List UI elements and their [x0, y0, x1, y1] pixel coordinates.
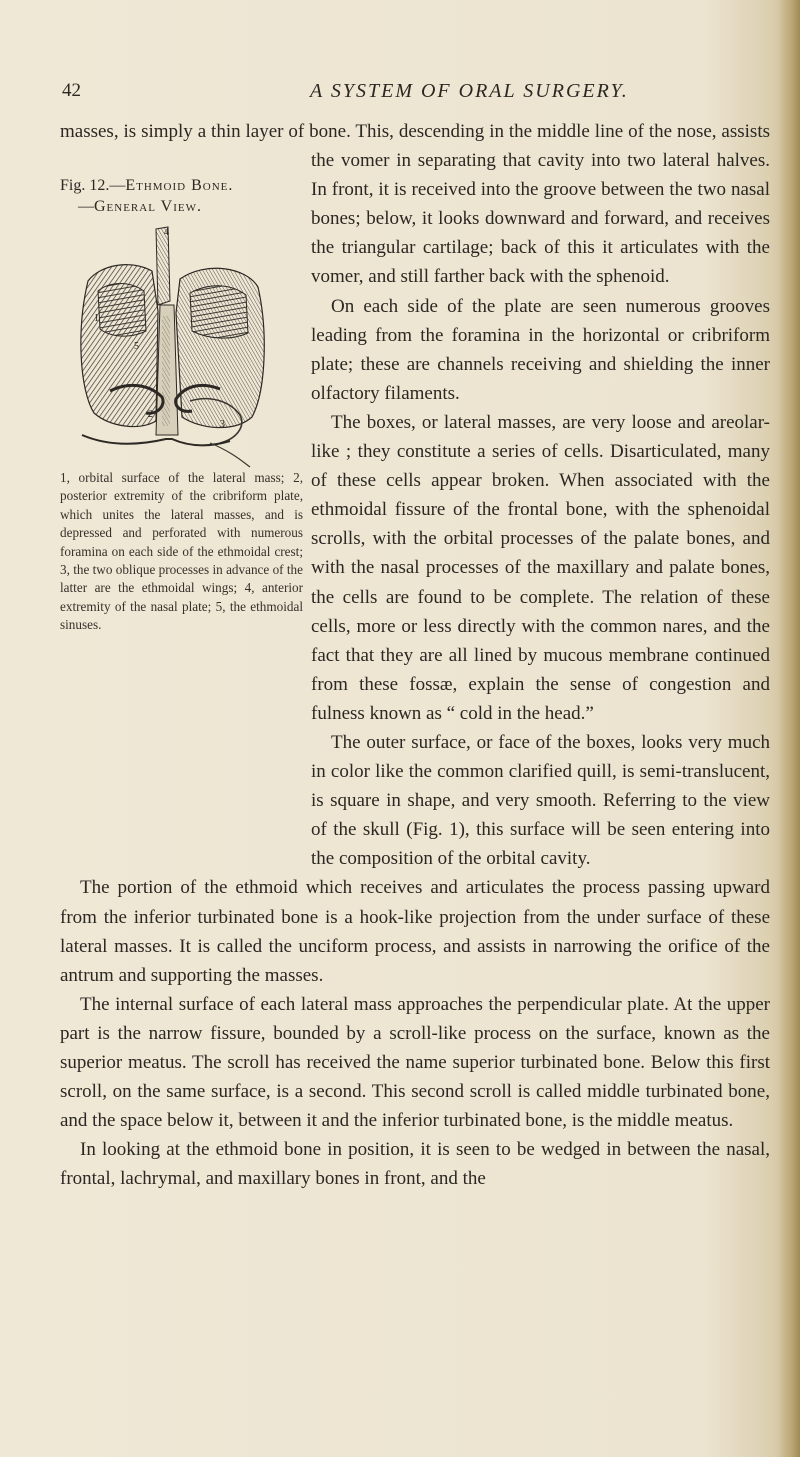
paragraph-7: In looking at the ethmoid bone in position, it is seen to be wedged in between the nasal, frontal, lachrymal, and maxillary bones in front, and the [60, 1139, 770, 1190]
page-number: 42 [62, 80, 81, 101]
paragraph-2: On each side of the plate are seen numerous grooves leading from the foramina in the horizontal or cribriform plate; these are channels receiving and shielding the inner olfactory filaments. [311, 295, 770, 404]
page-edge [778, 0, 800, 1457]
numeral-1: 1 [94, 313, 99, 324]
ethmoid-bone-illustration [70, 221, 280, 469]
body-text [60, 117, 770, 1193]
figure-caption: 1, orbital surface of the lateral mass; 2, posterior extremity of the cribriform plate, which unites the lateral masses, and is depressed and perforated with numerous foramina on each side of the ethmoidal crest; 3, the two oblique processes in advance of the latter are the ethmoidal wings; 4, anterior extremity of the nasal plate; 5, the ethmoidal sinuses. [60, 470, 303, 633]
figure-title-line2: General View. [94, 198, 202, 215]
figure-title-line1: Ethmoid Bone. [125, 177, 234, 194]
numeral-3: 3 [220, 419, 225, 430]
paragraph-1: masses, is simply a thin layer of bone. This, descending in the middle line of the nose, assists the vomer in separating that cavity into two lateral halves. In front, it is received into the groove between the two nasal bones; below, it looks downward and forward, and receives the triangular cartilage; back of this it articulates with the vomer, and still farther back with the sphenoid. [60, 121, 770, 288]
numeral-2: 2 [148, 409, 153, 420]
page-header [60, 80, 770, 110]
numeral-4: 4 [164, 227, 169, 238]
paragraph-4: The outer surface, or face of the boxes, looks very much in color like the common clarified quill, is semi-translucent, is square in shape, and very smooth. Referring to the view of the skull (Fig. 1), this surface will be seen entering into the composition of the orbital cavity. [311, 731, 770, 870]
paragraph-3: The boxes, or lateral masses, are very loose and areolar-like ; they constitute a series of cells. Disarticulated, many of these cells appear broken. When associated with the ethmoidal fissure of the frontal bone, with the sphenoidal scrolls, with the orbital processes of the palate bones, and with the nasal processes of the maxillary and palate bones, the cells are found to be complete. The relation of these cells, more or less directly with the common nares, and the fact that they are all lined by mucous membrane continued from these fossæ, explain the sense of congestion and fulness known as “ cold in the head.” [311, 411, 770, 724]
figure-title: Fig. 12.—Ethmoid Bone. —General View. [60, 177, 234, 215]
paragraph-6: The internal surface of each lateral mass approaches the perpendicular plate. At the upper part is the narrow fissure, bounded by a scroll-like process on the surface, known as the superior meatus. The scroll has received the name superior turbinated bone. Below this first scroll, on the same surface, is a second. This second scroll is called middle turbinated bone, and the space below it, between it and the inferior turbinated bone, is the middle meatus. [60, 993, 770, 1132]
figure-12 [60, 117, 303, 857]
running-title: A SYSTEM OF ORAL SURGERY. [310, 80, 629, 102]
figure-label: Fig. 12. [60, 177, 110, 194]
numeral-5: 5 [134, 341, 139, 352]
paragraph-5: The portion of the ethmoid which receives and articulates the process passing upward from the inferior turbinated bone is a hook-like projection from the under surface of these lateral masses. It is called the unciform process, and assists in narrowing the orifice of the antrum and supporting the masses. [60, 877, 770, 986]
